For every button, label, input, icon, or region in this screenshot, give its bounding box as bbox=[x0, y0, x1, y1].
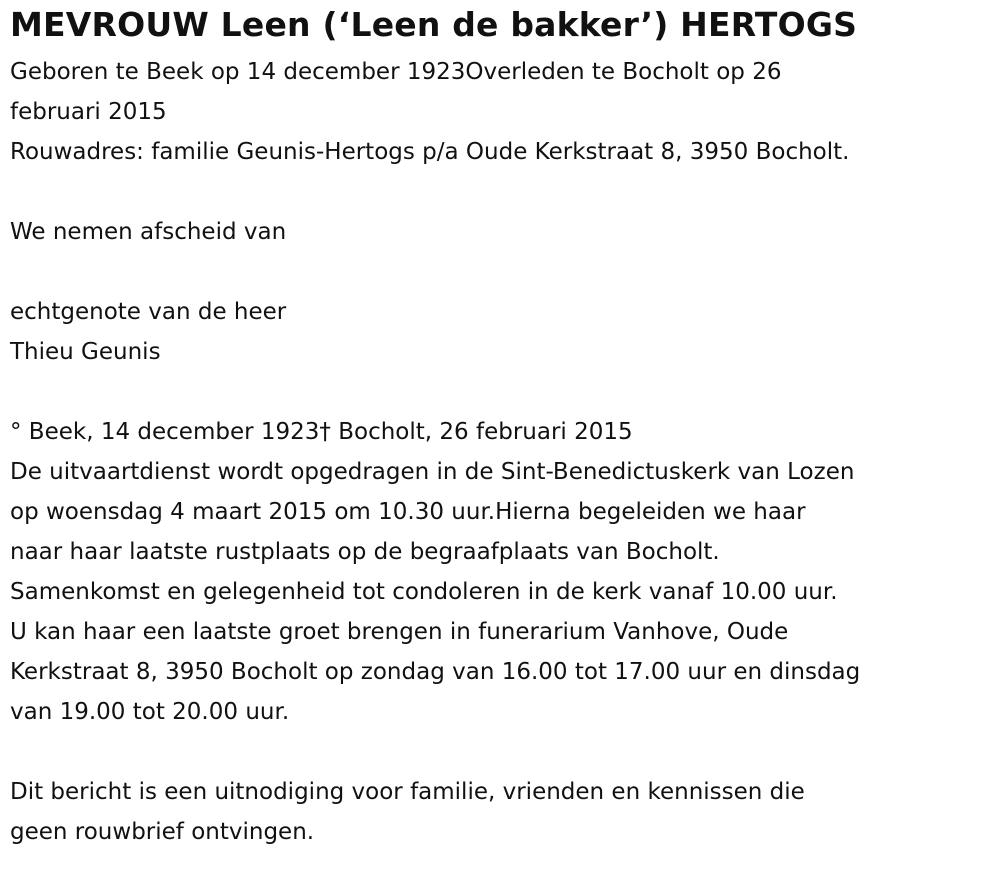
spouse-name: Thieu Geunis bbox=[10, 339, 161, 365]
spacer bbox=[10, 732, 995, 772]
birth-death-line-continued: februari 2015 bbox=[10, 99, 167, 125]
service-text-line: De uitvaartdienst wordt opgedragen in de Sint-Benedictuskerk van Lozen bbox=[10, 459, 855, 485]
service-text-line: op woensdag 4 maart 2015 om 10.30 uur.Hierna begeleiden we haar bbox=[10, 499, 806, 525]
obituary-notice bbox=[10, 0, 995, 852]
visitation-text-line: U kan haar een laatste groet brengen in funerarium Vanhove, Oude bbox=[10, 619, 789, 645]
spacer bbox=[10, 172, 995, 212]
spouse-relation: echtgenote van de heer bbox=[10, 299, 287, 325]
visitation-text-line: Kerkstraat 8, 3950 Bocholt op zondag van 16.00 tot 17.00 uur en dinsdag bbox=[10, 659, 861, 685]
birth-death-dates: ° Beek, 14 december 1923† Bocholt, 26 februari 2015 bbox=[10, 419, 633, 445]
closing-text-line: Dit bericht is een uitnodiging voor familie, vrienden en kennissen die bbox=[10, 779, 805, 805]
condolence-text-line: Samenkomst en gelegenheid tot condoleren in de kerk vanaf 10.00 uur. bbox=[10, 579, 838, 605]
spacer bbox=[10, 372, 995, 412]
birth-death-line: Geboren te Beek op 14 december 1923Overleden te Bocholt op 26 bbox=[10, 59, 782, 85]
spacer bbox=[10, 252, 995, 292]
visitation-text-line: van 19.00 tot 20.00 uur. bbox=[10, 699, 290, 725]
closing-text-line: geen rouwbrief ontvingen. bbox=[10, 819, 315, 845]
farewell-intro: We nemen afscheid van bbox=[10, 219, 287, 245]
mourning-address: Rouwadres: familie Geunis-Hertogs p/a Oude Kerkstraat 8, 3950 Bocholt. bbox=[10, 139, 850, 165]
service-text-line: naar haar laatste rustplaats op de begraafplaats van Bocholt. bbox=[10, 539, 720, 565]
deceased-name-title: MEVROUW Leen (‘Leen de bakker’) HERTOGS bbox=[10, 5, 858, 44]
